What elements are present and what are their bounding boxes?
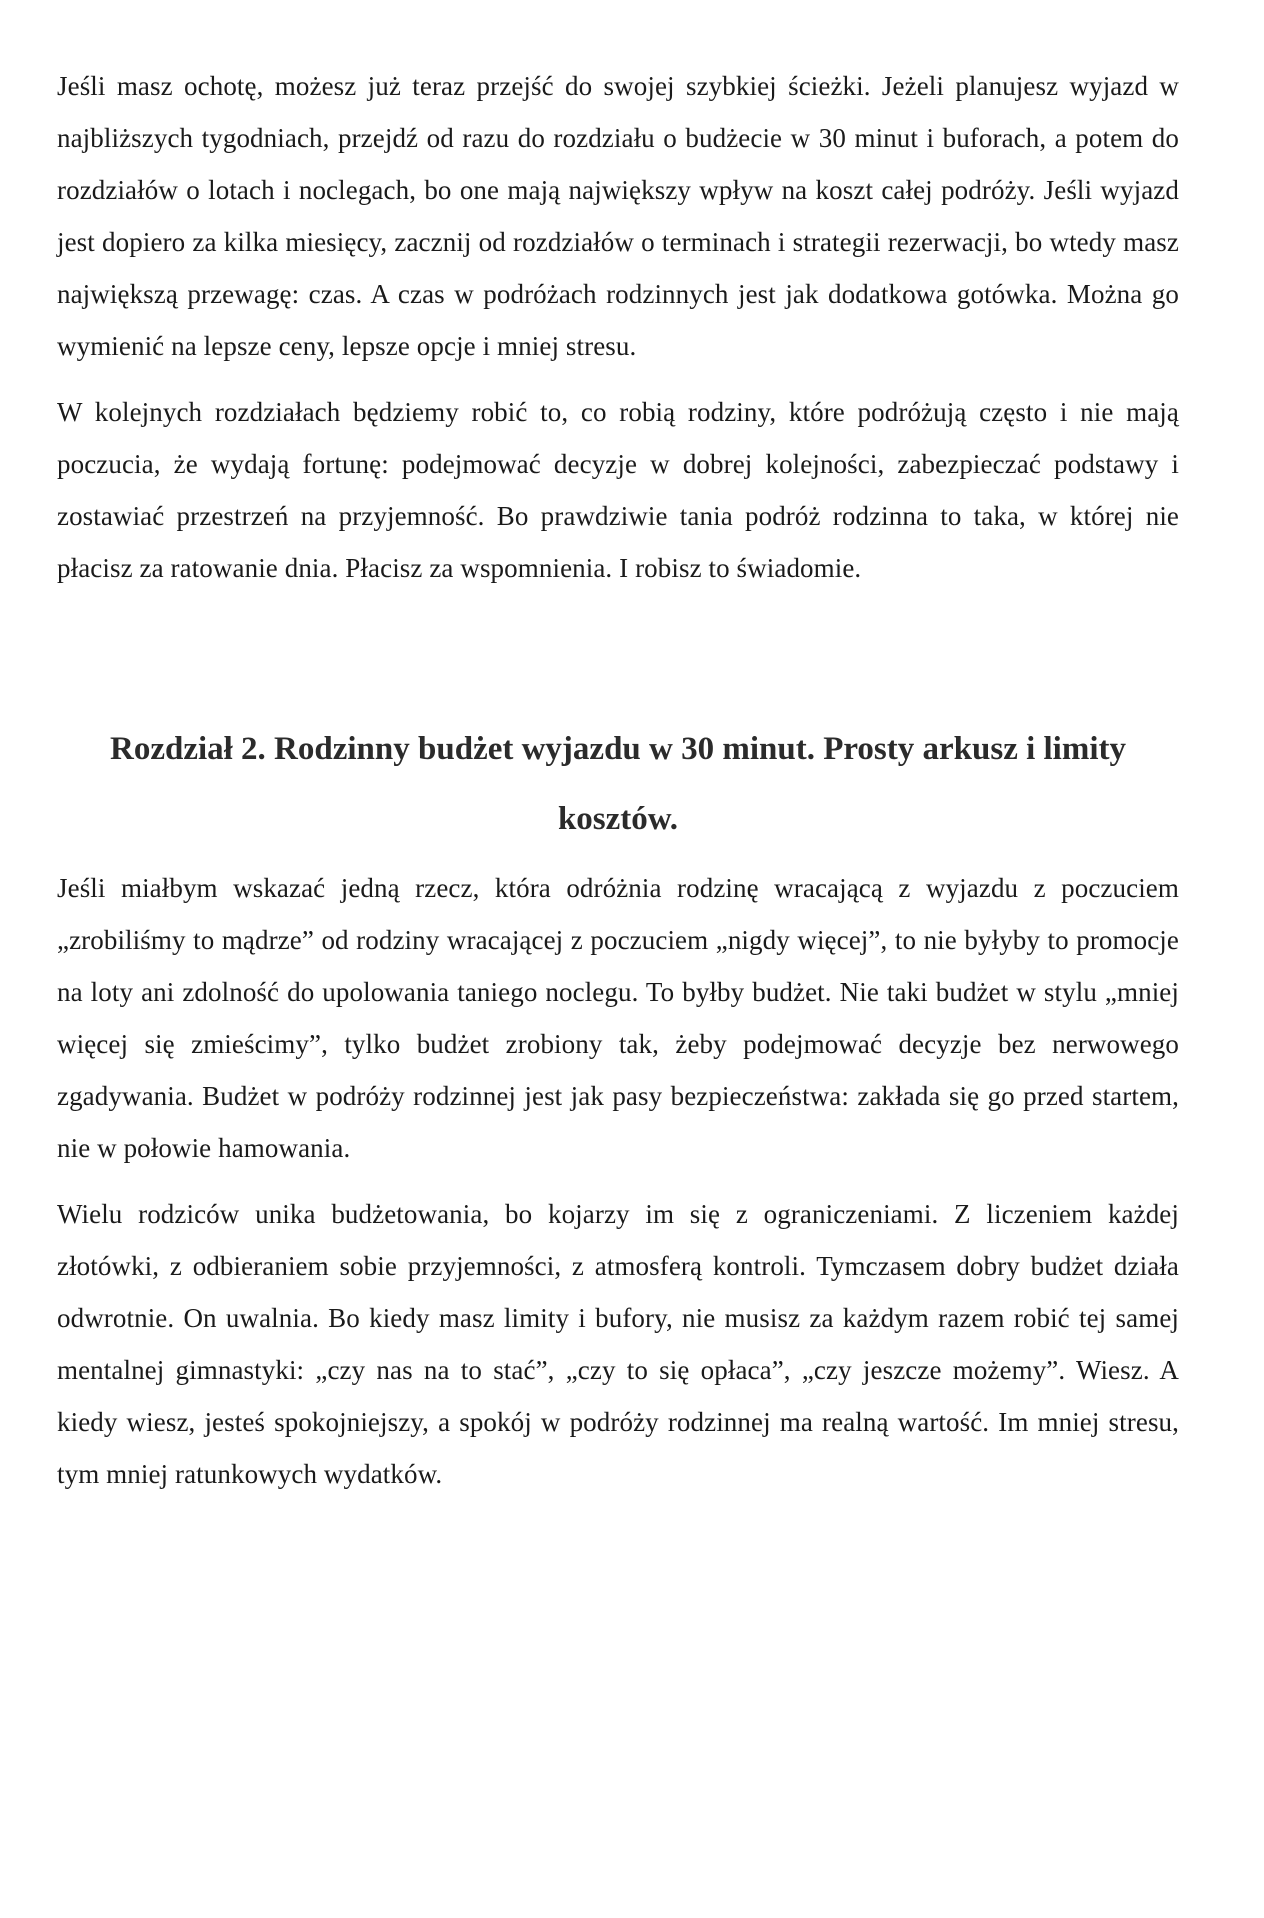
paragraph-next-chapters: W kolejnych rozdziałach będziemy robić to, co robią rodziny, które podróżują często i nie mają poczucia, że wydają fortunę: podejmować decyzje w dobrej kolejności, zabezpieczać podstawy i zostawiać przestrzeń na przyjemność. Bo prawdziwie tania podróż rodzinna to taka, w której nie płacisz za ratowanie dnia. Płacisz za wspomnienia. I robisz to świadomie. [57, 397, 1179, 583]
paragraph-budget-freedom: Wielu rodziców unika budżetowania, bo kojarzy im się z ograniczeniami. Z liczeniem każdej złotówki, z odbieraniem sobie przyjemności, z atmosferą kontroli. Tymczasem dobry budżet działa odwrotnie. On uwalnia. Bo kiedy masz limity i bufory, nie musisz za każdym razem robić tej samej mentalnej gimnastyki: „czy nas na to stać”, „czy to się opłaca”, „czy jeszcze możemy”. Wiesz. A kiedy wiesz, jesteś spokojniejszy, a spokój w podróży rodzinnej ma realną wartość. Im mniej stresu, tym mniej ratunkowych wydatków. [57, 1199, 1179, 1489]
chapter-heading: Rozdział 2. Rodzinny budżet wyjazdu w 30 minut. Prosty arkusz i limity kosztów. [109, 731, 1126, 837]
document-page [57, 60, 1179, 1514]
paragraph-fast-track: Jeśli masz ochotę, możesz już teraz przejść do swojej szybkiej ścieżki. Jeżeli planujesz wyjazd w najbliższych tygodniach, przejdź od razu do rozdziału o budżecie w 30 minut i buforach, a potem do rozdziałów o lotach i noclegach, bo one mają największy wpływ na koszt całej podróży. Jeśli wyjazd jest dopiero za kilka miesięcy, zacznij od rozdziałów o terminach i strategii rezerwacji, bo wtedy masz największą przewagę: czas. A czas w podróżach rodzinnych jest jak dodatkowa gotówka. Można go wymienić na lepsze ceny, lepsze opcje i mniej stresu. [57, 71, 1179, 361]
paragraph-budget-intro: Jeśli miałbym wskazać jedną rzecz, która odróżnia rodzinę wracającą z wyjazdu z poczuciem „zrobiliśmy to mądrze” od rodziny wracającej z poczuciem „nigdy więcej”, to nie byłyby to promocje na loty ani zdolność do upolowania taniego noclegu. To byłby budżet. Nie taki budżet w stylu „mniej więcej się zmieścimy”, tylko budżet zrobiony tak, żeby podejmować decyzje bez nerwowego zgadywania. Budżet w podróży rodzinnej jest jak pasy bezpieczeństwa: zakłada się go przed startem, nie w połowie hamowania. [57, 873, 1179, 1163]
